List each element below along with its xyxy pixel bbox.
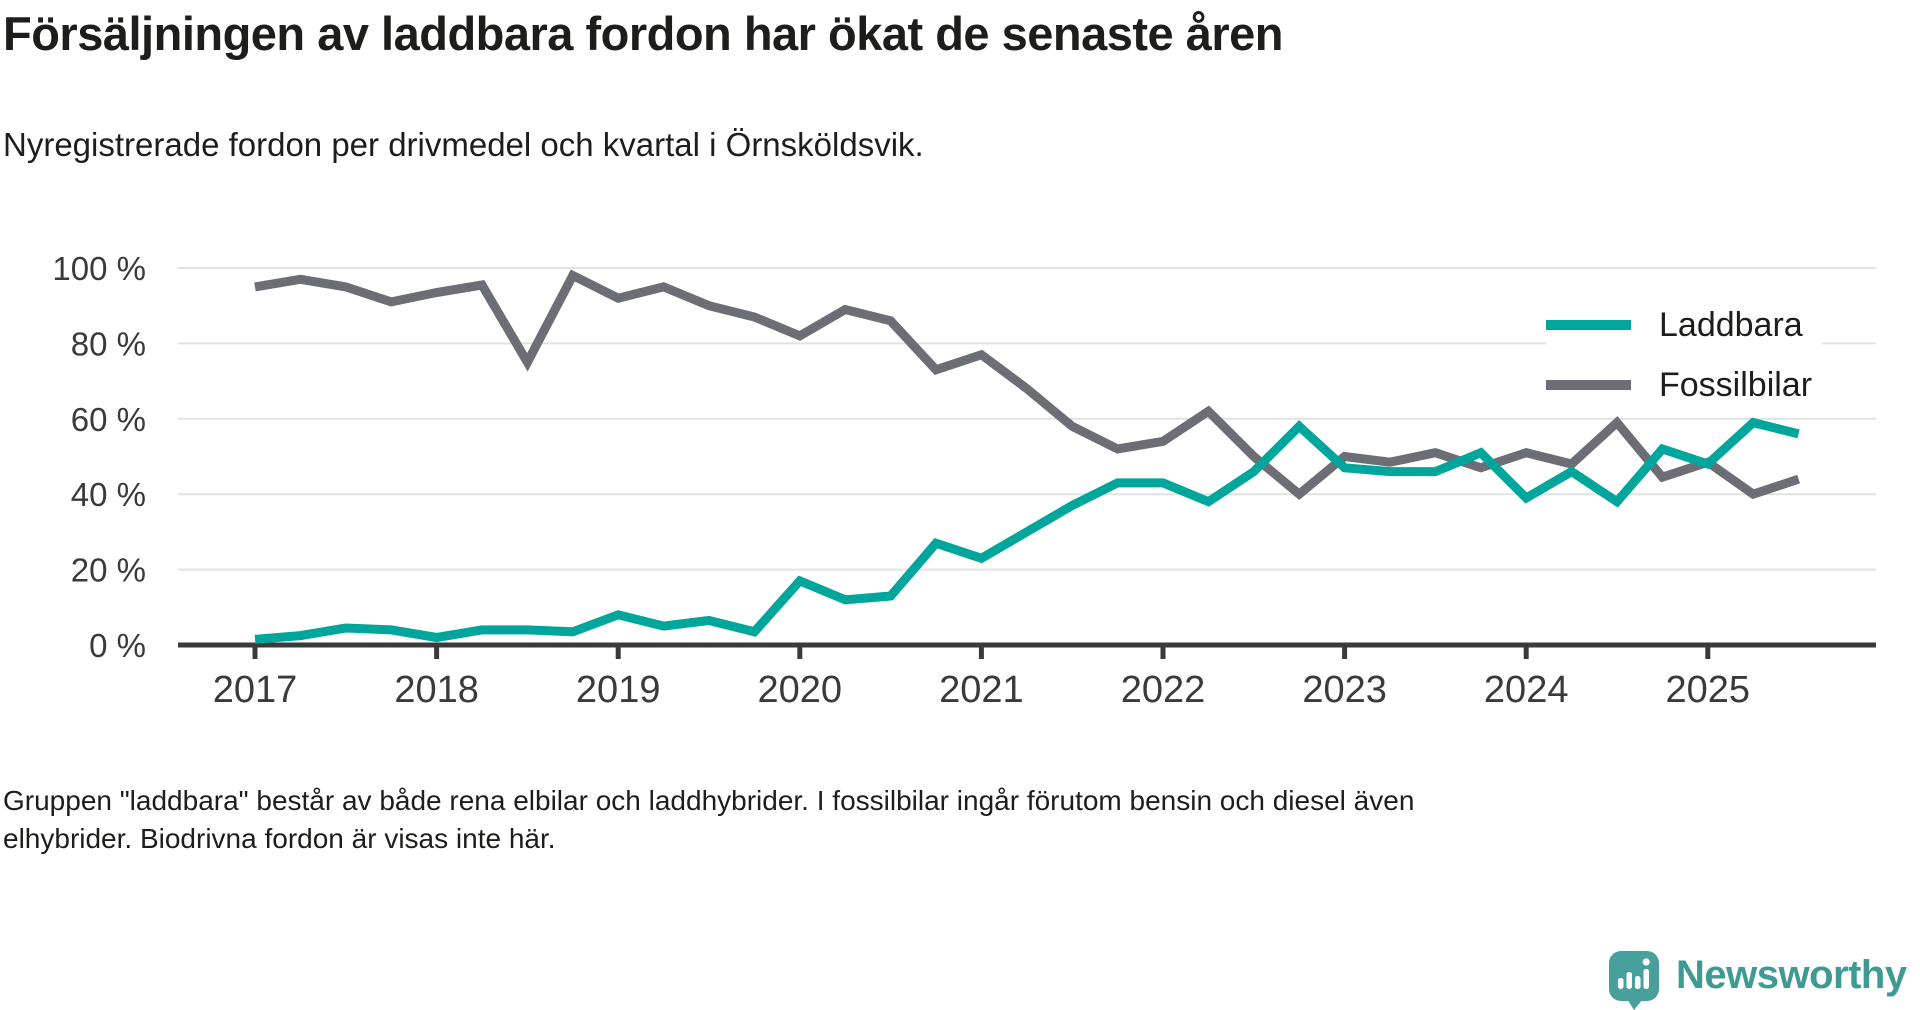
footnote [3,782,1414,858]
legend [1546,303,1822,423]
laddbara-line [255,423,1799,640]
footnote-line: elhybrider. Biodrivna fordon är visas inte här. [3,823,556,854]
legend-label: Fossilbilar [1659,365,1813,404]
x-axis-label: 2024 [1483,669,1569,711]
newsworthy-bubble-icon [1608,950,1662,1010]
legend-item-fossilbilar [1546,363,1822,407]
footnote-line: Gruppen "laddbara" består av både rena elbilar och laddhybrider. I fossilbilar ingår förutom bensin och diesel även [3,785,1415,816]
legend-item-laddbara [1546,303,1822,347]
x-axis-label: 2019 [575,669,661,711]
y-axis-label: 80 % [70,325,146,363]
x-axis-label: 2021 [939,669,1024,711]
x-axis-label: 2023 [1302,669,1387,711]
newsworthy-logo [1608,950,1907,1010]
y-axis-label: 0 % [89,627,146,664]
brand-name: Newsworthy [1676,953,1907,997]
y-axis-label: 20 % [70,551,146,589]
y-axis-label: 40 % [70,476,146,514]
x-axis-label: 2018 [394,669,479,711]
chart-subtitle: Nyregistrerade fordon per drivmedel och kvartal i Örnsköldsvik. [3,126,924,163]
laddbara-swatch-icon [1546,320,1631,330]
line-chart [0,190,1920,720]
y-axis-label: 60 % [70,400,146,438]
x-axis-label: 2022 [1120,669,1206,711]
x-axis-label: 2025 [1665,669,1751,711]
x-axis-label: 2017 [212,669,298,711]
page-title: Försäljningen av laddbara fordon har ökat de senaste åren [3,7,1284,60]
x-axis-label: 2020 [757,669,843,711]
legend-label: Laddbara [1659,305,1803,344]
fossilbilar-swatch-icon [1546,380,1631,390]
y-axis-label: 100 % [52,250,146,287]
